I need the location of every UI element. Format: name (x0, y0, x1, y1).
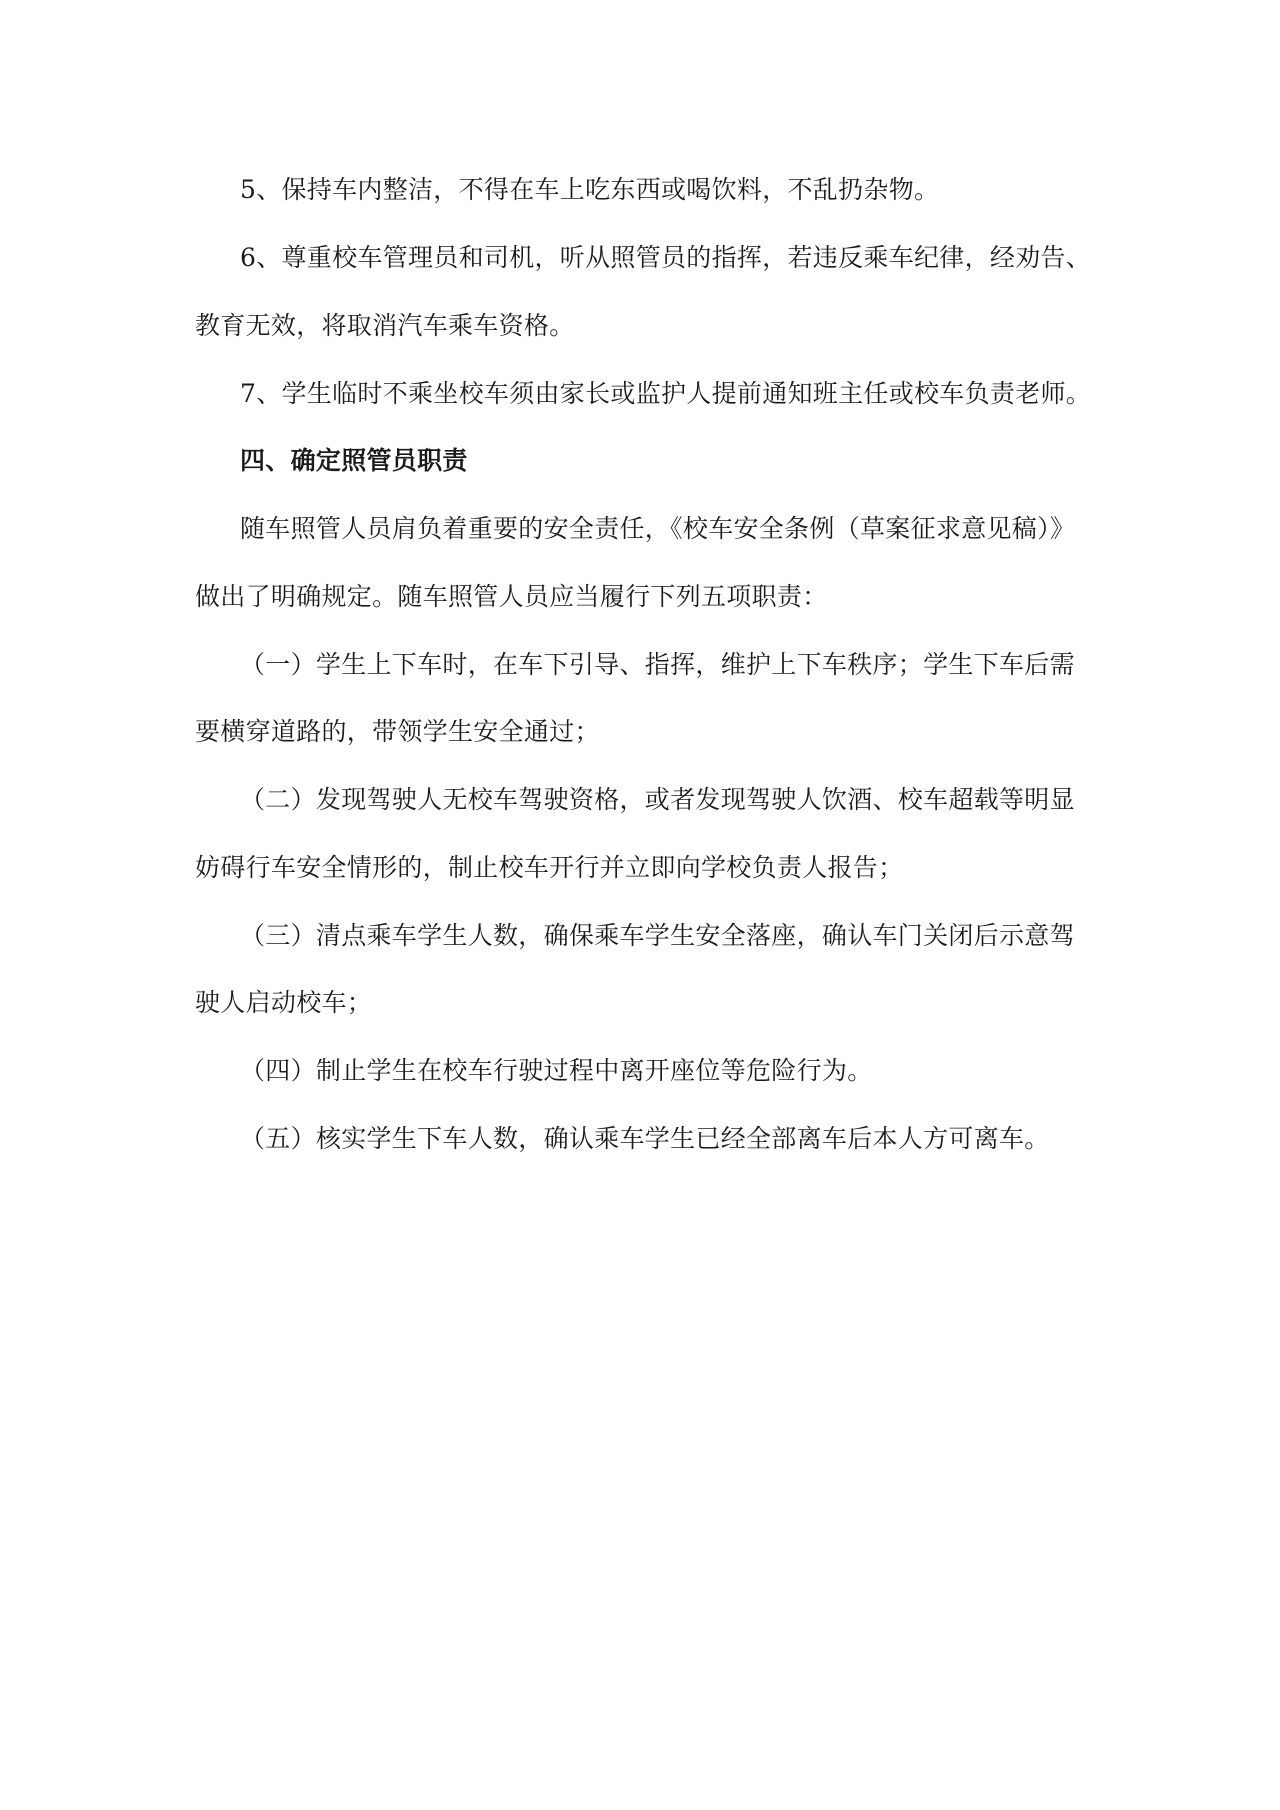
rule-6-line-2: 教育无效，将取消汽车乘车资格。 (195, 311, 575, 340)
duty-3-line-2: 驶人启动校车； (195, 988, 373, 1017)
section-heading: 四、确定照管员职责 (240, 446, 468, 475)
duty-1-line-2: 要横穿道路的，带领学生安全通过； (195, 717, 600, 746)
duty-5-line: （五）核实学生下车人数，确认乘车学生已经全部离车后本人方可离车。 (240, 1124, 1050, 1153)
rule-5-line: 5、保持车内整洁，不得在车上吃东西或喝饮料，不乱扔杂物。 (240, 175, 940, 204)
duty-2-line-2: 妨碍行车安全情形的，制止校车开行并立即向学校负责人报告； (195, 853, 904, 882)
rule-6-line-1: 6、尊重校车管理员和司机，听从照管员的指挥，若违反乘车纪律，经劝告、 (240, 243, 1092, 272)
intro-paragraph-line-2: 做出了明确规定。随车照管人员应当履行下列五项职责： (195, 582, 828, 611)
duty-3-line-1: （三）清点乘车学生人数，确保乘车学生安全落座，确认车门关闭后示意驾 (240, 921, 1075, 950)
duty-2-line-1: （二）发现驾驶人无校车驾驶资格，或者发现驾驶人饮酒、校车超载等明显 (240, 785, 1075, 814)
duty-1-line-1: （一）学生上下车时，在车下引导、指挥，维护上下车秩序；学生下车后需 (240, 650, 1075, 679)
duty-4-line: （四）制止学生在校车行驶过程中离开座位等危险行为。 (240, 1056, 873, 1085)
intro-paragraph-line-1: 随车照管人员肩负着重要的安全责任，《校车安全条例（草案征求意见稿）》 (240, 514, 1076, 543)
rule-7-line: 7、学生临时不乘坐校车须由家长或监护人提前通知班主任或校车负责老师。 (240, 379, 1092, 408)
